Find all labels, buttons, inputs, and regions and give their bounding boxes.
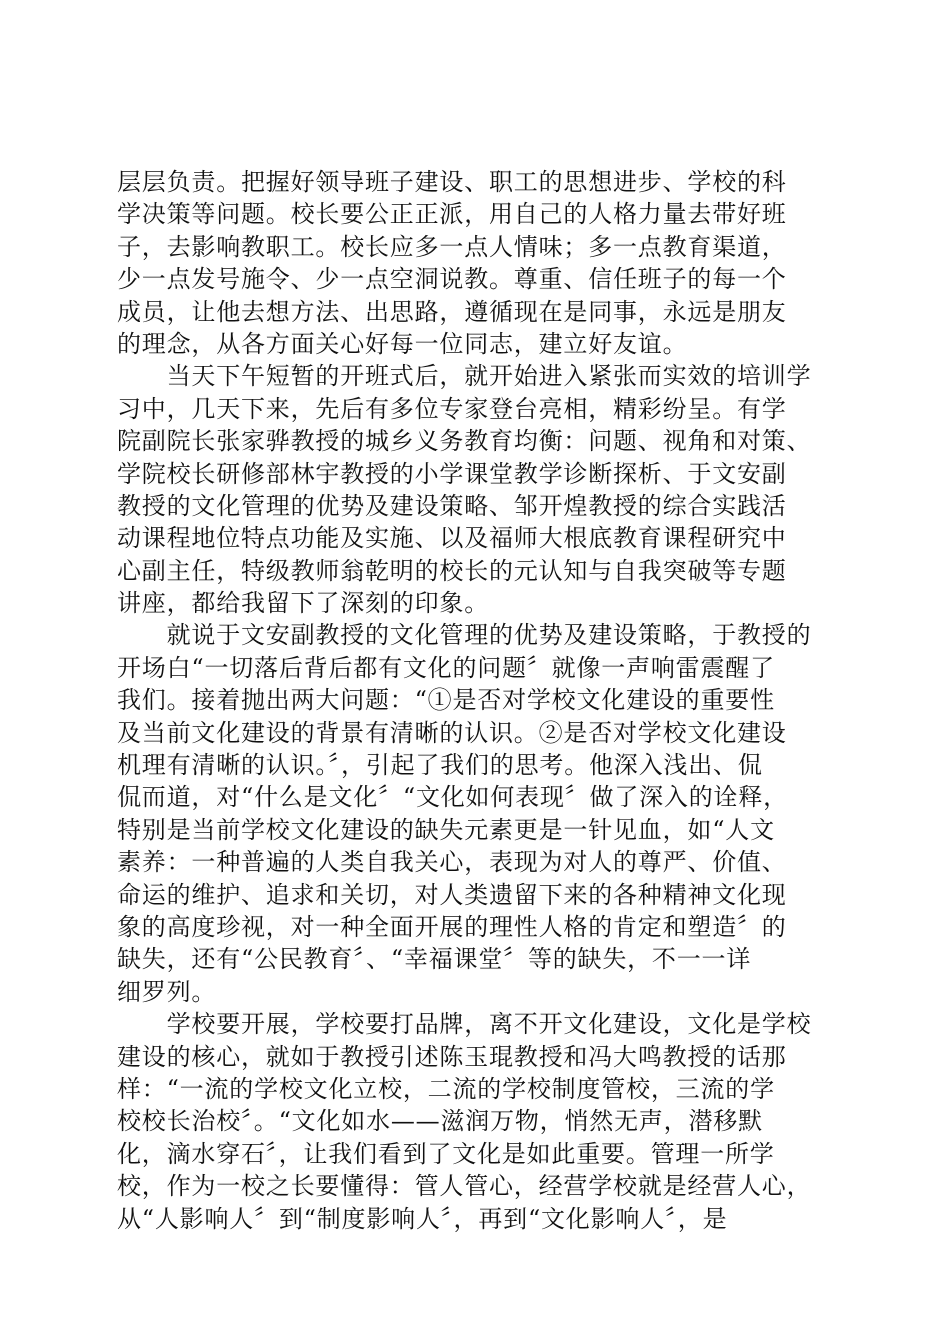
text-line: 缺失，还有“公民教育〞、“幸福课堂〞等的缺失，不一一详 [117,945,752,974]
text-line: 的理念，从各方面关心好每一位同志，建立好友谊。 [117,329,688,358]
text-line: 子，去影响教职工。校长应多一点人情味；多一点教育渠道， [117,232,787,261]
text-line: 学决策等问题。校长要公正正派，用自己的人格力量去带好班 [117,200,787,229]
text-line: 院副院长张家骅教授的城乡义务教育均衡：问题、视角和对策、 [117,427,812,456]
paragraph-school-culture [117,1008,839,1235]
text-line: 象的高度珍视，对一种全面开展的理性人格的肯定和塑造〞的 [117,912,787,941]
text-line: 我们。接着抛出两大问题：“①是否对学校文化建设的重要性 [117,686,775,715]
text-line: 当天下午短暂的开班式后，就开始进入紧张而实效的培训学 [117,362,812,391]
text-line: 机理有清晰的认识。〞，引起了我们的思考。他深入浅出、侃 [117,751,763,780]
paragraph-leadership [117,166,839,360]
text-line: 少一点发号施令、少一点空洞说教。尊重、信任班子的每一个 [117,265,787,294]
text-line: 细罗列。 [117,977,217,1006]
text-line: 化，滴水穿石〞，让我们看到了文化是如此重要。管理一所学 [117,1139,775,1168]
text-line: 学院校长研修部林宇教授的小学课堂教学诊断探析、于文安副 [117,459,787,488]
text-line: 层层负责。把握好领导班子建设、职工的思想进步、学校的科 [117,168,787,196]
text-line: 建设的核心，就如于教授引述陈玉琨教授和冯大鸣教授的话那 [117,1042,787,1071]
text-line: 教授的文化管理的优势及建设策略、邹开煌教授的综合实践活 [117,491,787,520]
text-line: 从“人影响人〞到“制度影响人〞，再到“文化影响人〞，是 [117,1204,728,1233]
text-line: 动课程地位特点功能及实施、以及福师大根底教育课程研究中 [117,524,787,553]
text-line: 开场白“一切落后背后都有文化的问题〞就像一声响雷震醒了 [117,653,775,682]
text-line: 校校长治校〞。“文化如水——滋润万物，悄然无声，潜移默 [117,1107,763,1136]
paragraph-culture-management [117,619,839,1008]
text-line: 就说于文安副教授的文化管理的优势及建设策略，于教授的 [117,621,812,650]
text-line: 侃而道，对“什么是文化〞“文化如何表现〞做了深入的诠释， [117,783,788,812]
text-line: 成员，让他去想方法、出思路，遵循现在是同事，永远是朋友 [117,297,787,326]
text-line: 学校要开展，学校要打品牌，离不开文化建设，文化是学校 [117,1010,812,1039]
text-line: 样：“一流的学校文化立校，二流的学校制度管校，三流的学 [117,1074,775,1103]
document-body [117,166,839,1235]
paragraph-training-lectures [117,360,839,619]
text-line: 命运的维护、追求和关切，对人类遗留下来的各种精神文化现 [117,880,787,909]
text-line: 特别是当前学校文化建设的缺失元素更是一针见血，如“人文 [117,815,775,844]
text-line: 心副主任，特级教师翁乾明的校长的元认知与自我突破等专题 [117,556,787,585]
text-line: 校，作为一校之长要懂得：管人管心，经营学校就是经营人心， [117,1172,812,1201]
text-line: 素养：一种普遍的人类自我关心，表现为对人的尊严、价值、 [117,848,787,877]
text-line: 讲座，都给我留下了深刻的印象。 [117,589,489,618]
text-line: 及当前文化建设的背景有清晰的认识。②是否对学校文化建设 [117,718,787,747]
text-line: 习中，几天下来，先后有多位专家登台亮相，精彩纷呈。有学 [117,394,787,423]
